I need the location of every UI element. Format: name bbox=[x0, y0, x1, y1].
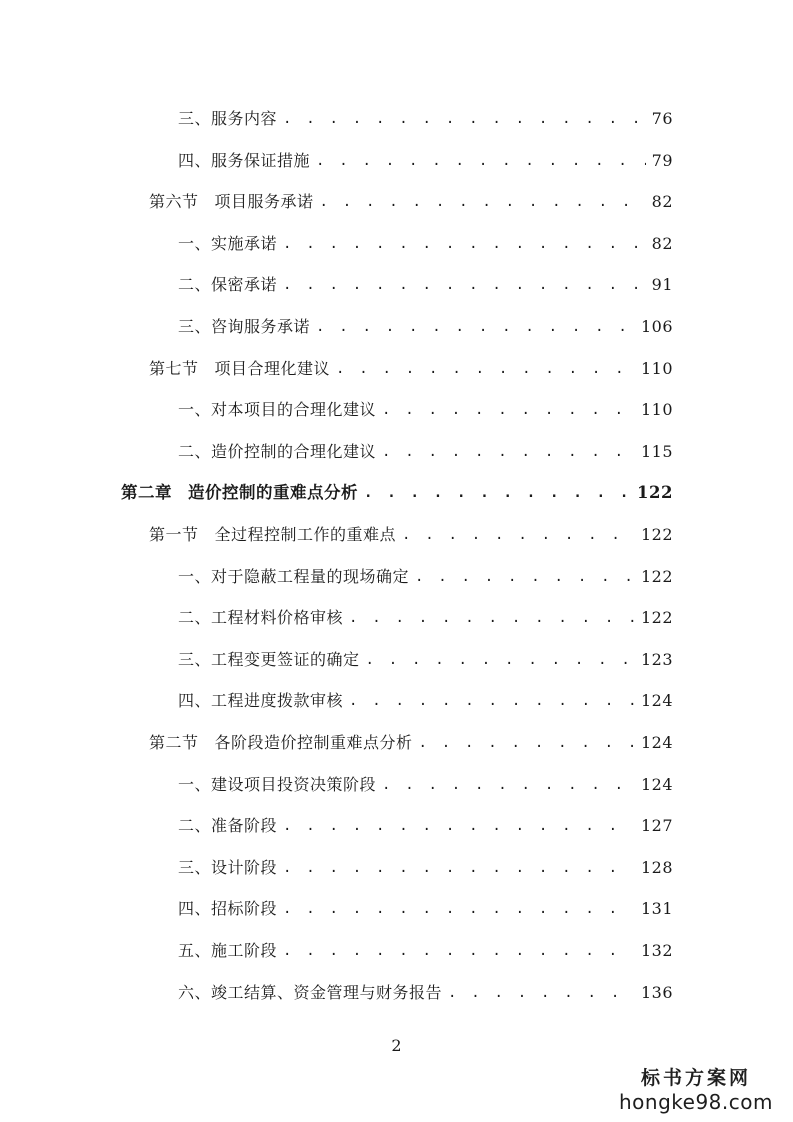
toc-dot-leader bbox=[283, 940, 635, 962]
toc-dot-leader bbox=[283, 857, 635, 879]
toc-entry-page: 110 bbox=[640, 400, 673, 420]
toc-entry-page: 132 bbox=[640, 941, 673, 960]
toc-entry-text: 全过程控制工作的重难点 bbox=[214, 525, 397, 544]
toc-entry-title bbox=[149, 732, 413, 754]
toc-entry-text: 二、造价控制的合理化建议 bbox=[178, 441, 377, 461]
toc-entry[interactable] bbox=[178, 978, 673, 1004]
page-number: 2 bbox=[391, 1036, 402, 1055]
toc-entry-text: 四、工程进度拨款审核 bbox=[178, 691, 344, 711]
toc-entry-page: 124 bbox=[640, 733, 673, 752]
toc-entry-page: 122 bbox=[640, 608, 673, 628]
toc-entry[interactable] bbox=[178, 770, 673, 796]
toc-entry[interactable] bbox=[149, 520, 673, 546]
toc-entry-text: 二、准备阶段 bbox=[178, 816, 278, 836]
toc-entry-title bbox=[178, 233, 277, 255]
toc-entry-text: 三、工程变更签证的确定 bbox=[178, 649, 360, 669]
toc-entry-title bbox=[178, 607, 343, 629]
toc-dot-leader bbox=[283, 233, 646, 255]
toc-entry[interactable] bbox=[178, 104, 673, 130]
toc-entry-page: 76 bbox=[651, 109, 673, 128]
toc-entry-title bbox=[178, 399, 376, 421]
toc-entry-page: 122 bbox=[637, 483, 673, 503]
toc-dot-leader bbox=[419, 732, 635, 754]
toc-entry-title bbox=[121, 482, 358, 504]
toc-entry[interactable] bbox=[178, 270, 673, 296]
toc-entry-page: 106 bbox=[640, 317, 673, 336]
toc-entry[interactable] bbox=[178, 603, 673, 629]
toc-dot-leader bbox=[415, 566, 635, 588]
toc-dot-leader bbox=[382, 441, 635, 463]
toc-dot-leader bbox=[336, 358, 635, 380]
toc-entry[interactable] bbox=[178, 686, 673, 712]
toc-entry[interactable] bbox=[178, 645, 673, 671]
toc-entry-title bbox=[149, 358, 330, 380]
toc-dot-leader bbox=[283, 815, 635, 837]
watermark-site-name: 标书方案网 bbox=[640, 1067, 751, 1089]
toc-entry-page: 124 bbox=[640, 774, 673, 794]
toc-entry-text: 一、对于隐蔽工程量的现场确定 bbox=[178, 566, 410, 586]
toc-entry-page: 131 bbox=[640, 899, 673, 919]
toc-entry-text: 三、服务内容 bbox=[178, 109, 278, 128]
toc-dot-leader bbox=[349, 607, 635, 629]
toc-entry-title bbox=[178, 274, 277, 296]
toc-entry-title bbox=[178, 150, 310, 172]
toc-entry-text: 六、竣工结算、资金管理与财务报告 bbox=[178, 982, 443, 1002]
toc-entry-text: 三、设计阶段 bbox=[178, 857, 278, 877]
toc-entry[interactable] bbox=[178, 811, 673, 837]
toc-entry[interactable] bbox=[178, 395, 673, 421]
toc-entry-title bbox=[178, 898, 277, 920]
toc-entry[interactable] bbox=[178, 894, 673, 920]
toc-dot-leader bbox=[364, 482, 631, 504]
toc-entry-page: 110 bbox=[640, 358, 673, 378]
toc-entry[interactable] bbox=[149, 187, 673, 213]
toc-dot-leader bbox=[283, 274, 646, 296]
toc-dot-leader bbox=[316, 316, 635, 338]
toc-entry-text: 二、工程材料价格审核 bbox=[178, 608, 344, 628]
toc-entry-number: 第一节 bbox=[149, 525, 199, 544]
toc-entry-text: 造价控制的重难点分析 bbox=[188, 483, 358, 503]
toc-entry-page: 115 bbox=[640, 441, 673, 461]
toc-dot-leader bbox=[366, 649, 635, 671]
toc-dot-leader bbox=[283, 108, 646, 130]
toc-dot-leader bbox=[320, 191, 646, 213]
toc-entry-title bbox=[178, 108, 277, 130]
toc-entry-page: 82 bbox=[651, 192, 673, 212]
toc-entry-page: 127 bbox=[640, 816, 673, 836]
toc-entry-page: 136 bbox=[640, 982, 673, 1002]
toc-entry[interactable] bbox=[178, 562, 673, 588]
toc-entry-text: 各阶段造价控制重难点分析 bbox=[214, 733, 413, 752]
toc-entry-title bbox=[178, 940, 277, 962]
toc-entry-page: 123 bbox=[640, 649, 673, 669]
toc-entry-text: 一、实施承诺 bbox=[178, 233, 278, 253]
toc-entry-number: 第六节 bbox=[149, 192, 199, 212]
toc-entry[interactable] bbox=[149, 728, 673, 754]
toc-entry-title bbox=[178, 815, 277, 837]
toc-entry-text: 一、建设项目投资决策阶段 bbox=[178, 774, 377, 794]
toc-entry[interactable] bbox=[149, 354, 673, 380]
toc-entry-page: 122 bbox=[640, 525, 673, 544]
toc-entry-page: 124 bbox=[640, 691, 673, 711]
toc-entry-number: 第七节 bbox=[149, 358, 199, 378]
toc-entry-number: 第二章 bbox=[121, 483, 172, 503]
toc-entry-title bbox=[178, 441, 376, 463]
toc-entry-page: 128 bbox=[640, 857, 673, 877]
toc-entry[interactable] bbox=[178, 312, 673, 338]
toc-dot-leader bbox=[382, 774, 635, 796]
toc-entry[interactable] bbox=[178, 229, 673, 255]
toc-entry-title bbox=[178, 690, 343, 712]
toc-entry-page: 79 bbox=[651, 150, 673, 170]
toc-entry-page: 91 bbox=[651, 275, 673, 295]
toc-entry-page: 82 bbox=[651, 233, 673, 253]
toc-dot-leader bbox=[349, 690, 635, 712]
toc-entry-text: 四、服务保证措施 bbox=[178, 150, 311, 170]
toc-entry-text: 项目合理化建议 bbox=[214, 358, 331, 378]
toc-entry-text: 四、招标阶段 bbox=[178, 899, 278, 919]
toc-entry[interactable] bbox=[178, 853, 673, 879]
toc-entry-text: 二、保密承诺 bbox=[178, 275, 278, 295]
toc-entry-page: 122 bbox=[640, 566, 673, 586]
toc-entry-title bbox=[178, 982, 442, 1004]
watermark-logo bbox=[611, 1066, 781, 1114]
toc-entry-title bbox=[149, 524, 396, 546]
toc-entry-title bbox=[149, 191, 314, 213]
toc-entry[interactable] bbox=[121, 478, 673, 504]
toc-entry[interactable] bbox=[178, 936, 673, 962]
toc-entry-text: 五、施工阶段 bbox=[178, 941, 278, 960]
toc-entry[interactable] bbox=[178, 146, 673, 172]
toc-entry-text: 一、对本项目的合理化建议 bbox=[178, 400, 377, 420]
toc-dot-leader bbox=[316, 150, 646, 172]
toc-dot-leader bbox=[382, 399, 635, 421]
toc-entry-title bbox=[178, 857, 277, 879]
watermark-url: hongke98.com bbox=[619, 1090, 773, 1114]
toc-entry-text: 三、咨询服务承诺 bbox=[178, 317, 311, 336]
toc-entry-title bbox=[178, 316, 310, 338]
toc-entry-text: 项目服务承诺 bbox=[214, 192, 314, 212]
toc-dot-leader bbox=[283, 898, 635, 920]
toc-entry-number: 第二节 bbox=[149, 733, 199, 752]
toc-dot-leader bbox=[402, 524, 635, 546]
toc-entry[interactable] bbox=[178, 437, 673, 463]
toc-entry-title bbox=[178, 649, 360, 671]
toc-dot-leader bbox=[448, 982, 635, 1004]
toc-entry-title bbox=[178, 566, 409, 588]
toc-entry-title bbox=[178, 774, 376, 796]
